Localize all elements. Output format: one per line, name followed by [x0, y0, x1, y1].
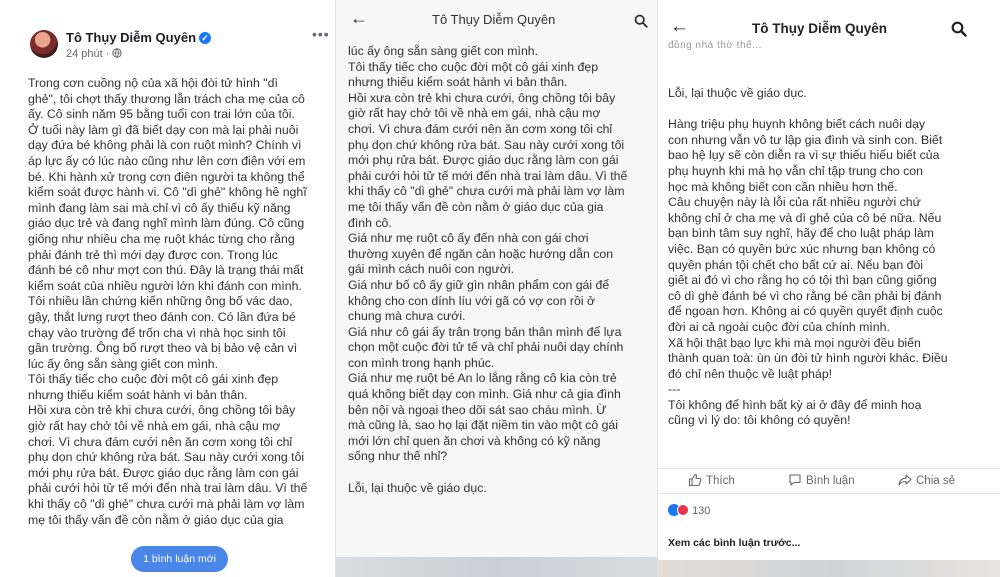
post-text-line	[668, 102, 948, 118]
post-text-line: phải đánh trẻ thì mới dạy được con. Trong lúc	[28, 247, 278, 262]
post-text-line: ---	[668, 382, 681, 397]
post-text-line: mới lớn chỉ quen ăn chơi và không có kỹ năng	[348, 433, 601, 448]
post-text-line: mẹ tôi thấy vấn đề còn nằm ở giáo dục của gia	[28, 512, 284, 527]
post-text-line: phụ dọn chứ không rửa bát. Sau này cưới xong tôi	[348, 137, 625, 152]
post-text-line: mẹ tôi thấy vấn đề còn nằm ở giáo dục của gia	[348, 199, 604, 214]
post-text-line: Hồi xưa còn trẻ khi chưa cưới, ông chồng tôi bây	[348, 90, 616, 105]
post-text-line: Lỗi, lại thuộc về giáo dục.	[348, 480, 487, 495]
post-text-line: sống như thế nhỉ?	[348, 449, 448, 464]
reaction-count: 130	[692, 505, 711, 517]
author-name-label[interactable]: Tô Thụy Diễm Quyên	[66, 30, 197, 45]
share-label: Chia sẻ	[916, 475, 955, 487]
post-text-line: chung mà chưa cưới.	[348, 309, 466, 324]
post-text-line: gậy, thắt lưng rượt theo đánh con. Có lần đứa bé	[28, 309, 296, 324]
post-text-line: thành quan toà: ùn ùn đòi tử hình người khác. Điều	[668, 351, 948, 366]
post-text-line: gần trường. Ông bố rượt theo và bị bảo vệ cản vì	[28, 341, 298, 356]
post-text-line: phải cưới hỏi tử tế mới đến nhà trai làm dâu. Vì thế	[348, 168, 628, 183]
post-text-line: quá không biết dạy con mình. Giá như cả gia đình	[348, 387, 621, 402]
post-text-line: Tôi không để hình bất kỳ ai ở đây để minh hoạ	[668, 397, 922, 412]
post-text-line: mới phụ rửa bát. Được giáo dục rằng làm con gái	[28, 465, 299, 480]
post-text-line: Xã hội thật bạo lực khi mà mọi người đều biến	[668, 335, 921, 350]
post-text-line: không cho con dính líu với gã có vợ con rồi ở	[348, 293, 596, 308]
avatar[interactable]	[30, 30, 58, 58]
post-text-line: bao hệ lụy sẽ còn diễn ra vì sự thiếu hiểu biết của	[668, 148, 940, 163]
post-text-line: Tôi nhiều lần chứng kiến những ông bố vác dao,	[28, 294, 293, 309]
post-text-line: kiểm soát của nhiều người lớn khi đánh con mình.	[28, 278, 302, 293]
post-text-line: Hàng triệu phụ huynh không biết cách nuôi dạy	[668, 117, 926, 132]
post-text-line: đó chỉ nên thuộc về luật pháp!	[668, 366, 833, 381]
post-text-line: Ở tuổi này làm gì đã biết dạy con mà lại phải nuôi	[28, 122, 299, 137]
post-text-line: chạy vào trường để trốn cha vì nhà học sinh tôi	[28, 325, 286, 340]
post-text-line: giống như nhiều cha mẹ ruột khác từng cho rằng	[28, 231, 295, 246]
post-text-line: dạy đứa bé không phải là con ruột mình? Chính vì	[28, 138, 302, 153]
post-body	[668, 86, 948, 429]
search-icon[interactable]	[634, 14, 648, 28]
new-comment-pill[interactable]: 1 bình luận mới	[131, 546, 228, 572]
verified-badge-icon: ✓	[199, 32, 211, 44]
post-text-line: Tôi thấy tiếc cho cuộc đời một cô gái xinh đẹp	[28, 372, 279, 387]
post-text-line: kiểm soát được hành vi. Cô "dì ghẻ" không hề nghĩ	[28, 185, 307, 200]
post-text-line: chơi. Vì chưa đám cưới nên ăn cơm xong tôi chỉ	[28, 434, 293, 449]
post-text-line: áp lực ấy có lúc nào cũng như lên cơn điên với em	[28, 153, 306, 168]
post-text-line: mình đang làm sai mà chỉ vì cô ấy thiếu kỹ năng	[28, 200, 291, 215]
post-body	[28, 76, 307, 528]
post-text-line: giờ rất hay chở tôi về nhà em gái, nhà cậu mợ	[28, 419, 281, 434]
post-text-line: Giá như mẹ ruột cô ấy đến nhà con gái chơi	[348, 231, 589, 246]
cut-off-text-line: đồng nhà thờ thế...	[668, 40, 762, 51]
search-icon[interactable]	[951, 21, 967, 37]
page-title: Tô Thụy Diễm Quyên	[752, 21, 888, 36]
author-name[interactable]	[66, 30, 211, 45]
comment-label: Bình luận	[806, 475, 855, 487]
post-text-line: con mình trong hạnh phúc.	[348, 355, 495, 370]
like-button[interactable]	[688, 473, 735, 487]
post-text-line: cô dì ghẻ đánh bé vì cho rằng bé cần phải bị đánh	[668, 288, 942, 303]
globe-icon	[112, 48, 122, 58]
reaction-summary[interactable]	[668, 504, 710, 517]
post-panel-left	[0, 0, 336, 577]
back-arrow-icon[interactable]: ←	[350, 8, 368, 28]
post-time[interactable]: 24 phút	[66, 48, 103, 60]
post-text-line: lúc ấy ông sẵn sàng giết con mình.	[28, 356, 219, 371]
post-text-line: khi thấy cô "dì ghẻ" chưa cưới mà phải làm vợ làm	[28, 497, 305, 512]
post-meta: 24 phút ·	[66, 48, 122, 60]
post-text-line: Hồi xưa còn trẻ khi chưa cưới, ông chồng tôi bây	[28, 403, 296, 418]
post-text-line: chọn một cuộc đời tử tế và chỉ phải nuôi dạy chính	[348, 340, 624, 355]
blurred-comment-preview	[658, 560, 1000, 577]
post-action-bar	[658, 468, 1000, 494]
post-text-line: khi thấy cô "dì ghẻ" chưa cưới mà phải làm vợ làm	[348, 184, 625, 199]
post-text-line: Giá như cô gái ấy trân trọng bản thân mình để lựa	[348, 324, 622, 339]
post-text-line	[348, 465, 627, 481]
post-text-line: giáo dục trẻ và đang nghĩ mình làm đúng. Cô cũng	[28, 216, 305, 231]
post-text-line: Tôi thấy tiếc cho cuộc đời một cô gái xinh đẹp	[348, 59, 599, 74]
post-text-line: nhưng thiếu kiểm soát hành vi bản thân.	[348, 75, 568, 90]
post-text-line: phụ huynh khi mà họ vẫn chỉ tập trung cho con	[668, 163, 923, 178]
post-text-line: quyền phán tội chết cho bất cứ ai. Nếu bạn đòi	[668, 257, 924, 272]
post-text-line: đời ai cả ngoài cuộc đời của chính mình.	[668, 319, 890, 334]
post-text-line: ghẻ", tôi chợt thấy thương lẫn trách cha mẹ của cô	[28, 91, 305, 106]
post-text-line: đánh bé cô như mợt con thú. Đây là trạng thái mất	[28, 263, 304, 278]
page-title: Tô Thụy Diễm Quyên	[432, 12, 556, 27]
post-text-line: mà cũng là, sao họ lại đặt niềm tin vào một cô gái	[348, 418, 618, 433]
post-panel-middle	[336, 0, 658, 577]
post-text-line: thường xuyên để ngăn cản hoặc hướng dẫn con	[348, 246, 614, 261]
share-button[interactable]	[898, 473, 955, 487]
post-text-line: con nhưng vẫn vô tư lập gia đình và sinh con. Biết	[668, 132, 943, 147]
post-text-line: ấy. Cô sinh năm 95 bằng tuổi con trai lớn của tôi.	[28, 107, 295, 122]
post-text-line: nhưng thiếu kiểm soát hành vi bản thân.	[28, 387, 248, 402]
post-text-line: gái mình cách nuôi con người.	[348, 262, 515, 277]
post-text-line: mới phụ rửa bát. Được giáo dục rằng làm con gái	[348, 153, 619, 168]
comment-button[interactable]	[788, 473, 855, 487]
post-text-line: đình cô.	[348, 215, 392, 230]
post-text-line: phải cưới hỏi tử tế mới đến nhà trai làm dâu. Vì thế	[28, 481, 308, 496]
post-text-line: Giá như mẹ ruột bé An lo lắng rằng cô kia còn trẻ	[348, 371, 617, 386]
comment-bubble-icon	[788, 473, 802, 487]
post-text-line: phụ dọn chứ không rửa bát. Sau này cưới xong tôi	[28, 450, 305, 465]
thumbs-up-icon	[688, 473, 702, 487]
post-text-line: bạn bình tâm suy nghĩ, hãy để cho luật pháp làm	[668, 226, 934, 241]
post-text-line: việc. Bạn có quyền bức xúc nhưng bạn không có	[668, 241, 936, 256]
post-text-line: chơi. Vì chưa đám cưới nên ăn cơm xong tôi chỉ	[348, 121, 613, 136]
post-body	[348, 44, 627, 496]
post-text-line: bên nội và ngoại theo dõi sát sao cháu mình. Ừ	[348, 402, 607, 417]
post-text-line: Trong cơn cuồng nộ của xã hội đòi tử hình "dì	[28, 76, 278, 90]
like-label: Thích	[706, 475, 735, 487]
share-arrow-icon	[898, 473, 912, 487]
back-arrow-icon[interactable]: ←	[670, 16, 689, 37]
post-text-line: học mà không biết con cần nhiều hơn thế.	[668, 179, 898, 194]
more-options-icon[interactable]: •••	[312, 26, 330, 42]
view-previous-comments-link[interactable]: Xem các bình luận trước...	[668, 537, 801, 549]
post-text-line: Lỗi, lại thuộc về giáo dục.	[668, 86, 807, 100]
post-text-line: Câu chuyện này là lỗi của rất nhiều người chứ	[668, 195, 921, 210]
love-reaction-icon	[677, 504, 689, 516]
post-text-line: để ngoan hơn. Không ai có quyền quyết định cuộc	[668, 304, 943, 319]
post-text-line: bé. Khi hành xử trong cơn điên người ta không thể	[28, 169, 305, 184]
post-text-line: Giá như bố cô ấy giữ gìn nhân phẩm con gái để	[348, 277, 610, 292]
post-text-line: cũng vì lý do: tôi không có quyền!	[668, 413, 851, 428]
post-panel-right	[658, 0, 1000, 577]
post-text-line: không chỉ ở cha mẹ và dì ghẻ của cô bé nữa. Nếu	[668, 210, 942, 225]
post-text-line: giờ rất hay chở tôi về nhà em gái, nhà cậu mợ	[348, 106, 601, 121]
post-text-line: lúc ấy ông sẵn sàng giết con mình.	[348, 44, 539, 58]
post-text-line: giết ai đó vì cho rằng họ có tội thì bạn cũng giống	[668, 273, 937, 288]
blurred-comment-preview	[336, 557, 658, 577]
